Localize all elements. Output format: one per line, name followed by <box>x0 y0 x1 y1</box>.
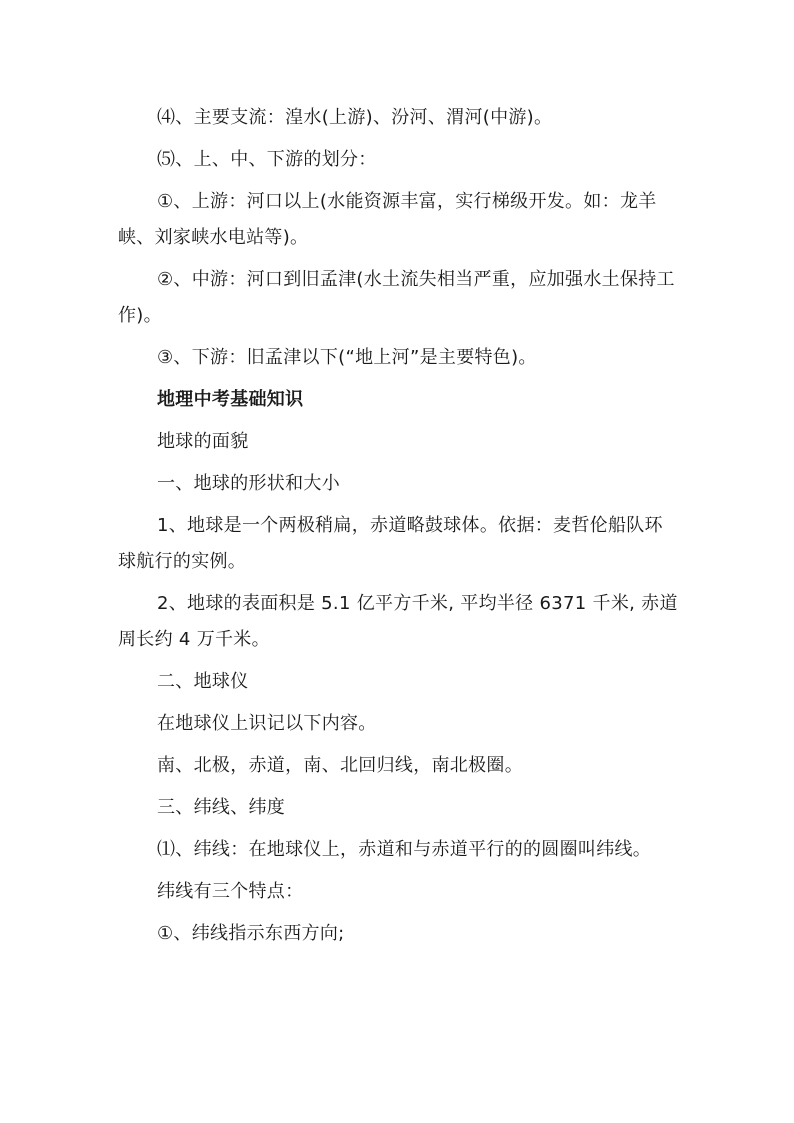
globe-intro-paragraph: 在地球仪上识记以下内容。 <box>157 713 377 734</box>
tributaries-paragraph: ⑷、主要支流：湟水(上游)、汾河、渭河(中游)。 <box>157 107 553 128</box>
latitude-feature-1-paragraph: ①、纬线指示东西方向; <box>157 923 345 944</box>
globe-heading: 二、地球仪 <box>157 671 249 692</box>
latitude-heading: 三、纬线、纬度 <box>157 797 286 818</box>
shape-size-heading: 一、地球的形状和大小 <box>157 473 340 494</box>
reaches-division-heading: ⑸、上、中、下游的划分： <box>157 149 377 170</box>
globe-items-paragraph: 南、北极，赤道，南、北回归线，南北极圈。 <box>157 755 523 776</box>
earth-shape-paragraph: 1、地球是一个两极稍扁，赤道略鼓球体。依据：麦哲伦船队环球航行的实例。 <box>118 515 663 572</box>
chapter-heading: 地球的面貌 <box>157 431 249 452</box>
earth-size-paragraph: 2、地球的表面积是 5.1 亿平方千米, 平均半径 6371 千米, 赤道周长约 4 万千米。 <box>118 593 678 650</box>
upper-reach-paragraph: ①、上游：河口以上(水能资源丰富，实行梯级开发。如：龙羊峡、刘家峡水电站等)。 <box>118 191 657 248</box>
latitude-features-paragraph: 纬线有三个特点： <box>157 881 304 902</box>
section-title: 地理中考基础知识 <box>157 389 304 410</box>
document-page <box>118 100 678 958</box>
middle-reach-paragraph: ②、中游：河口到旧孟津(水土流失相当严重，应加强水土保持工作)。 <box>118 269 675 326</box>
latitude-definition-paragraph: ⑴、纬线：在地球仪上，赤道和与赤道平行的的圆圈叫纬线。 <box>157 839 652 860</box>
lower-reach-paragraph: ③、下游：旧孟津以下(“地上河”是主要特色)。 <box>157 347 537 368</box>
